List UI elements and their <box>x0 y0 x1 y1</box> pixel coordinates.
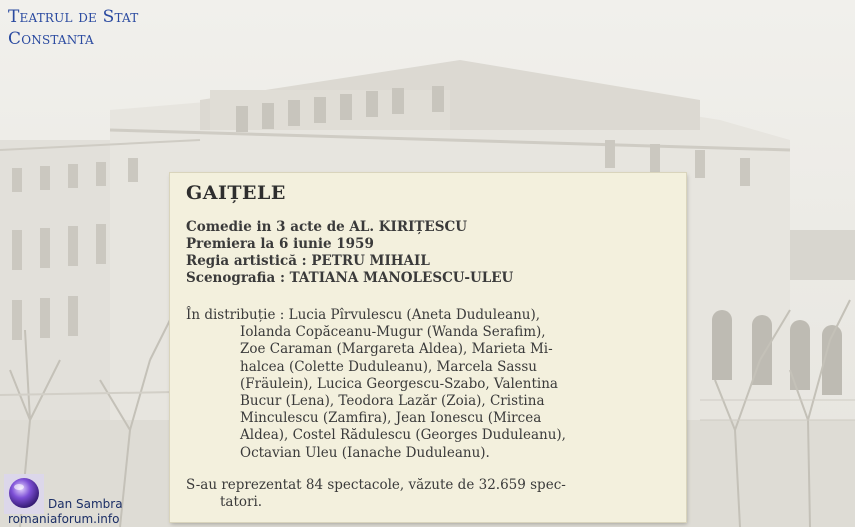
author-name: Dan Sambra <box>48 497 123 511</box>
slide-title <box>8 6 138 50</box>
cast-line: Bucur (Lena), Teodora Lazăr (Zoia), Cristina <box>240 393 545 410</box>
author-credit <box>4 474 134 524</box>
credit-line: Premiera la 6 iunie 1959 <box>186 236 374 252</box>
credit-line: Regia artistică : PETRU MIHAIL <box>186 253 430 269</box>
program-clipping <box>170 173 686 522</box>
cast-distribution <box>186 307 678 462</box>
cast-line: Minculescu (Zamfira), Jean Ionescu (Mircea <box>240 410 542 427</box>
cast-line: Aldea), Costel Rădulescu (Georges Duduleanu), <box>240 427 566 444</box>
credits-block <box>186 219 513 287</box>
cast-line: (Fräulein), Lucica Georgescu-Szabo, Valentina <box>240 375 558 392</box>
cast-line: halcea (Colette Duduleanu), Marcela Sassu <box>240 358 537 375</box>
cast-line: În distribuție : Lucia Pîrvulescu (Aneta Duduleanu), <box>186 307 541 323</box>
cast-line: Iolanda Copăceanu-Mugur (Wanda Serafim), <box>240 324 546 341</box>
summary-line: S-au reprezentat 84 spectacole, văzute de 32.659 spec- <box>186 477 566 493</box>
title-line-1: Teatrul de Stat <box>8 7 139 27</box>
play-title: GAIȚELE <box>186 182 286 204</box>
title-line-2: Constanta <box>8 29 94 49</box>
site-link[interactable]: romaniaforum.info <box>8 512 120 526</box>
credit-line: Scenografia : TATIANA MANOLESCU-ULEU <box>186 270 514 286</box>
cast-line: Octavian Uleu (Ianache Duduleanu). <box>240 444 490 461</box>
forum-logo-icon <box>4 474 44 514</box>
credit-line: Comedie in 3 acte de AL. KIRIȚESCU <box>186 219 467 235</box>
summary-line: tatori. <box>220 494 263 510</box>
performance-summary <box>186 477 678 511</box>
cast-line: Zoe Caraman (Margareta Aldea), Marieta Mi- <box>240 341 553 358</box>
